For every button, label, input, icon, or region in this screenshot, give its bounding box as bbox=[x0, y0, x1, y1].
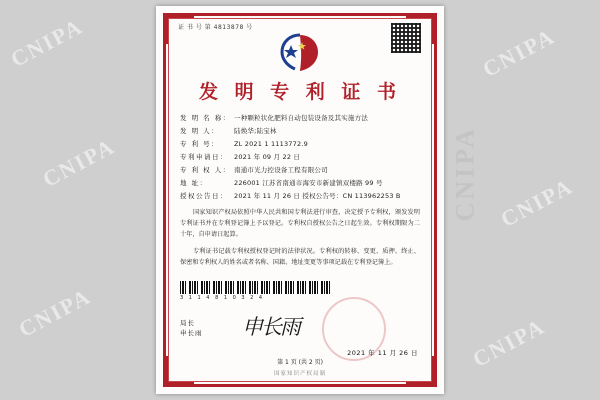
legal-paragraph: 国家知识产权局依照中华人民共和国专利法进行审查，决定授予专利权，颁发发明专利证书并在专利登记簿上予以登记。专利权自授权公告之日起生效。专利权期限为二十年，自申请日起算。 bbox=[180, 208, 420, 238]
barcode-number: 3 1 1 4 8 1 0 3 2 4 bbox=[180, 295, 265, 302]
field-row bbox=[180, 140, 420, 149]
field-row bbox=[180, 114, 420, 123]
background-watermark: CNIPA bbox=[6, 13, 88, 72]
barcode bbox=[180, 281, 330, 294]
certificate-number: 证 书 号 第 4813878 号 bbox=[178, 24, 253, 31]
field-label: 专 利 号： bbox=[180, 139, 220, 148]
field-row bbox=[180, 179, 420, 188]
field-label: 专 利 权 人： bbox=[180, 165, 231, 174]
director-name: 申长雨 bbox=[180, 328, 203, 337]
director-title: 局长 bbox=[180, 319, 195, 328]
signature-block bbox=[180, 315, 420, 359]
page-number: 第 1 页 (共 2 页) bbox=[277, 359, 323, 366]
field-label: 专利申请日： bbox=[180, 152, 228, 161]
field-row bbox=[180, 127, 420, 136]
field-value: 226001 江苏省南通市海安市新建镇双楼路 99 号 bbox=[234, 178, 383, 187]
page-title: 发 明 专 利 证 书 bbox=[198, 81, 402, 103]
legal-paragraph: 专利证书记载专利权授权登记时的法律状况。专利权的转移、变更、质押、终止、保密和专利权人的姓名或者名称、国籍、地址变更等事项记载在专利登记簿上。 bbox=[180, 248, 420, 267]
issue-date: 2021 年 11 月 26 日 bbox=[347, 349, 418, 358]
field-label: 发 明 名 称： bbox=[180, 114, 231, 122]
field-row bbox=[180, 192, 420, 201]
background-watermark: CNIPA bbox=[478, 23, 560, 82]
field-label: 地 址： bbox=[180, 178, 208, 187]
field-row bbox=[180, 153, 420, 162]
footer-note: 国家知识产权局制 bbox=[273, 371, 326, 377]
field-label: 授权公告日： bbox=[180, 191, 228, 200]
cnipa-emblem-icon bbox=[174, 33, 426, 75]
certificate-watermark: CNIPA bbox=[450, 126, 479, 222]
patent-certificate bbox=[156, 6, 479, 394]
field-value: 2021 年 11 月 26 日 授权公告号：CN 113962253 B bbox=[234, 191, 401, 200]
field-row bbox=[180, 166, 420, 175]
field-label: 发 明 人： bbox=[180, 126, 220, 135]
certificate-fields bbox=[180, 114, 420, 201]
field-value: 一种颗粒状化肥料自动包装设备及其实施方法 bbox=[234, 114, 368, 122]
background-watermark: CNIPA bbox=[14, 283, 96, 342]
field-value: 陆焕华;陆宝林 bbox=[234, 126, 277, 135]
signature-label bbox=[180, 319, 203, 339]
field-value: 2021 年 09 月 22 日 bbox=[234, 152, 301, 161]
field-value: 南通市光力控设备工程有限公司 bbox=[234, 165, 328, 174]
background-watermark: CNIPA bbox=[38, 133, 120, 192]
field-value: ZL 2021 1 1113772.9 bbox=[234, 139, 308, 148]
handwritten-signature: 申长雨 bbox=[242, 315, 299, 340]
background-watermark: CNIPA bbox=[496, 173, 578, 232]
background-watermark: CNIPA bbox=[468, 313, 550, 372]
